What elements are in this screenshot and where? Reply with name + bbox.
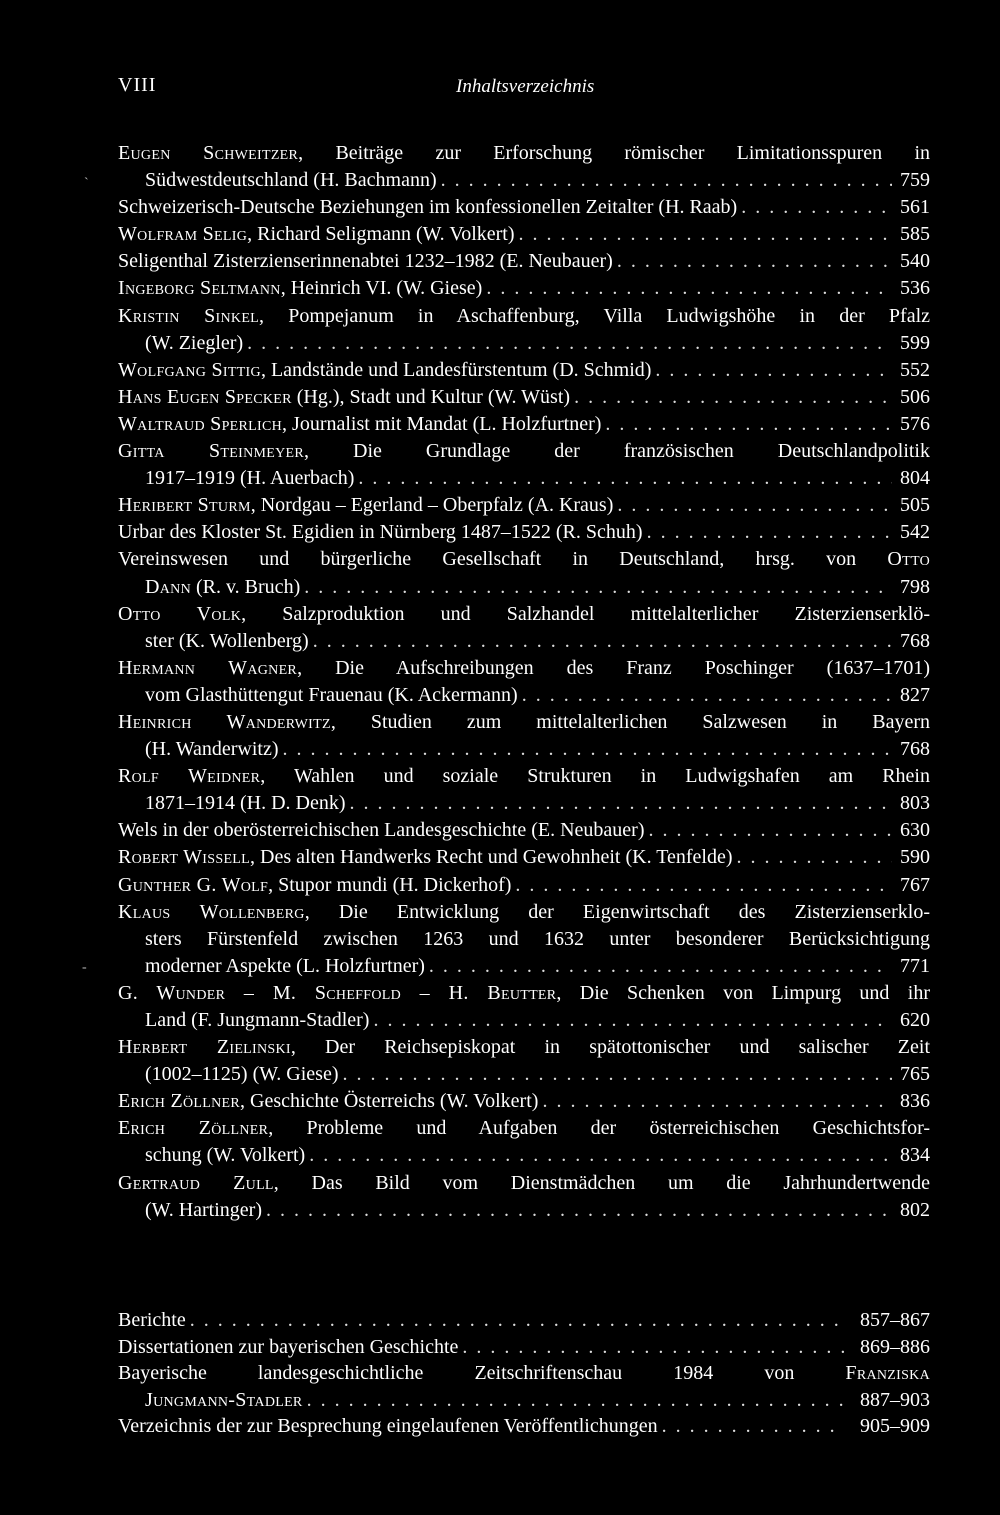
entry-text [118,221,515,248]
dot-leader [482,275,892,302]
title-text: (H. Wanderwitz) [145,738,279,761]
author-name: Rolf Weidner [118,765,261,788]
entry-text [145,790,346,817]
entry-line [118,709,930,736]
dot-leader [279,736,892,763]
dot-leader [538,1088,892,1115]
title-text: (Hg.), Stadt und Kultur (W. Wüst) [291,385,571,408]
entry-text [118,1334,458,1361]
entry-text [145,1387,303,1414]
entry-text [118,817,645,844]
toc-entry [118,763,930,817]
entry-line [118,330,930,357]
toc-entry [118,1360,930,1413]
entry-line [118,628,930,655]
toc-entry [118,709,930,763]
title-text: Seligenthal Zisterzienserinnenabtei 1232–1982 (E. Neubauer) [118,250,613,273]
toc-entry [118,546,930,600]
entry-line [118,980,930,1007]
entry-line [118,1307,930,1334]
entry-line [118,844,930,871]
entry-line [118,1007,930,1034]
author-name: Hans Eugen Specker [118,385,292,408]
entry-line [118,357,930,384]
author-name: Eugen Schweitzer [118,142,299,164]
title-text: moderner Aspekte (L. Holzfurtner) [145,954,425,977]
author-name: Ingeborg Seltmann [118,277,281,300]
author-name: Erich Zöllner [118,1090,240,1113]
running-title: Inhaltsverzeichnis [456,76,595,97]
entry-line [118,574,930,601]
author-name: Otto [887,548,930,571]
title-text: , Studien zum mittelalterlichen Salzwesen in Bayern [330,710,930,733]
dot-leader [658,1413,844,1440]
author-name: Wolfgang Sittig [118,358,261,381]
entry-line [118,1034,930,1061]
dot-leader [518,682,892,709]
author-name: Erich Zöllner [118,1117,269,1140]
dot-leader [346,790,892,817]
dot-leader [570,384,892,411]
toc-entry [118,601,930,655]
page-ref: 834 [900,1144,930,1167]
author-name: Jungmann-Stadler [145,1388,303,1411]
entry-text [145,628,309,655]
entry-text [145,736,279,763]
entry-text [118,384,570,411]
entry-line [118,1170,930,1197]
entry-line [118,303,930,330]
toc-entry [118,899,930,980]
entry-line [118,872,930,899]
entry-line [118,140,930,167]
page-number: VIII [118,74,157,96]
dot-leader [305,1142,892,1169]
table-of-contents [118,140,930,1224]
appendix-contents [118,1307,930,1440]
entry-line [118,1387,930,1414]
author-name: Dann [145,575,191,598]
title-text: ster (K. Wollenberg) [145,629,309,652]
entry-line [118,1197,930,1224]
page-ref: 620 [900,1009,930,1031]
title-text: , Beiträge zur Erforschung römischer Limitationsspuren in [298,142,930,164]
dot-leader [425,953,892,980]
entry-text [145,1007,369,1034]
entry-line [118,601,930,628]
entry-text [145,682,518,709]
dot-leader [643,519,892,546]
toc-entry [118,438,930,492]
dot-leader [458,1334,844,1361]
dot-leader [309,628,892,655]
page-ref: 802 [900,1198,930,1221]
dot-leader [262,1197,892,1224]
title-text: (1002–1125) (W. Giese) [145,1063,339,1086]
entry-text [145,953,425,980]
title-text: Vereinswesen und bürgerliche Gesellschaft in Deutschland, hrsg. von [118,548,888,571]
page-ref: 798 [900,575,930,598]
page-ref: 869–886 [860,1335,930,1358]
author-name: Gitta Steinmeyer [118,440,304,463]
toc-entry [118,384,930,411]
title-text: Verzeichnis der zur Besprechung eingelaufenen Veröffentlichungen [118,1415,658,1438]
scan-speck: ` [84,176,89,191]
author-name: Franziska [845,1362,930,1385]
page-ref: 561 [900,196,930,219]
toc-entry [118,1307,930,1334]
title-text: , Richard Seligmann (W. Volkert) [247,223,515,246]
author-name: Robert Wissell [118,846,250,869]
entry-line [118,194,930,221]
entry-text [118,357,651,384]
title-text: (R. v. Bruch) [190,575,301,598]
title-text: vom Glasthüttengut Frauenau (K. Ackermann) [145,683,518,706]
entry-line [118,790,930,817]
entry-line [118,899,930,926]
page-ref: 585 [900,223,930,246]
entry-line [118,736,930,763]
entry-line [118,1088,930,1115]
page-ref: 827 [900,683,930,706]
toc-entry [118,248,930,275]
scan-speck: - [82,960,87,975]
entry-text [145,1142,305,1169]
title-text: , Geschichte Österreichs (W. Volkert) [240,1090,539,1113]
title-text: , Journalist mit Mandat (L. Holzfurtner) [282,412,602,435]
entry-text [118,1307,186,1334]
page-ref: 590 [900,846,930,869]
title-text: Urbar des Kloster St. Egidien in Nürnberg 1487–1522 (R. Schuh) [118,521,643,544]
dot-leader [186,1307,844,1334]
author-name: G. Wunder – M. Scheffold – H. Beutter [118,981,557,1004]
entry-text [118,844,733,871]
toc-entry [118,1115,930,1169]
title-text: Berichte [118,1309,186,1331]
author-name: Wolfram Selig [118,223,248,246]
page-ref: 768 [900,629,930,652]
entry-text [118,248,613,275]
author-name: Waltraud Sperlich [118,412,283,435]
dot-leader [243,330,892,357]
toc-entry [118,194,930,221]
entry-line [118,817,930,844]
page-ref: 857–867 [860,1309,930,1331]
page-ref: 765 [900,1063,930,1086]
title-text: Südwestdeutschland (H. Bachmann) [145,169,437,192]
entry-line [118,411,930,438]
title-text: Schweizerisch-Deutsche Beziehungen im konfessionellen Zeitalter (H. Raab) [118,196,738,219]
page-ref: 804 [900,467,930,490]
page-ref: 599 [900,331,930,354]
toc-entry [118,357,930,384]
entry-line [118,248,930,275]
entry-line [118,546,930,573]
dot-leader [354,465,892,492]
entry-text [145,574,300,601]
title-text: 1871–1914 (H. D. Denk) [145,792,346,815]
dot-leader [369,1007,892,1034]
toc-entry [118,221,930,248]
toc-entry [118,275,930,302]
entry-text [118,275,482,302]
toc-entry [118,140,930,194]
entry-line [118,953,930,980]
dot-leader [338,1061,892,1088]
title-text: , Der Reichsepiskopat in spätottonischer und salischer Zeit [290,1036,930,1059]
page-ref: 836 [900,1090,930,1113]
author-name: Gunther G. Wolf [118,873,269,896]
title-text: (W. Hartinger) [145,1198,262,1221]
title-text: schung (W. Volkert) [145,1144,306,1167]
entry-line [118,438,930,465]
title-text: , Wahlen und soziale Strukturen in Ludwigshafen am Rhein [260,765,930,788]
page-ref: 536 [900,277,930,300]
title-text: , Stupor mundi (H. Dickerhof) [268,873,512,896]
toc-entry [118,303,930,357]
page-ref: 576 [900,412,930,435]
toc-entry [118,411,930,438]
title-text: , Pompejanum in Aschaffenburg, Villa Ludwigshöhe in der Pfalz [259,304,930,327]
dot-leader [737,194,892,221]
title-text: , Des alten Handwerks Recht und Gewohnheit (K. Tenfelde) [250,846,733,869]
entry-line [118,275,930,302]
entry-text [118,1413,658,1440]
toc-entry [118,492,930,519]
page-ref: 540 [900,250,930,273]
author-name: Otto Volk [118,602,242,625]
toc-entry [118,980,930,1034]
entry-line [118,1360,930,1387]
page-ref: 505 [900,494,930,517]
author-name: Kristin Sinkel [118,304,260,327]
title-text: Dissertationen zur bayerischen Geschichte [118,1335,459,1358]
entry-text [118,872,511,899]
author-name: Heribert Sturm [118,494,251,517]
entry-line [118,167,930,194]
title-text: Bayerische landesgeschichtliche Zeitschriftenschau 1984 von [118,1362,846,1385]
entry-text [118,519,643,546]
title-text: , Heinrich VI. (W. Giese) [280,277,483,300]
author-name: Gertraud Zull [118,1171,274,1194]
dot-leader [613,492,892,519]
dot-leader [613,248,892,275]
entry-line [118,655,930,682]
page-ref: 759 [900,169,930,192]
entry-text [118,194,737,221]
entry-line [118,384,930,411]
title-text: , Die Aufschreibungen des Franz Poschinger (1637–1701) [297,656,930,679]
entry-line [118,221,930,248]
author-name: Hermann Wagner [118,656,298,679]
title-text: Wels in der oberösterreichischen Landesgeschichte (E. Neubauer) [118,819,645,842]
toc-entry [118,872,930,899]
entry-line [118,1334,930,1361]
entry-text [145,167,437,194]
entry-text [145,330,243,357]
dot-leader [651,357,892,384]
author-name: Klaus Wollenberg [118,900,305,923]
dot-leader [437,167,892,194]
title-text: Land (F. Jungmann-Stadler) [145,1009,370,1031]
entry-text [145,465,354,492]
author-name: Herbert Zielinski [118,1036,291,1059]
title-text: 1917–1919 (H. Auerbach) [145,467,355,490]
entry-text [118,492,613,519]
entry-line [118,682,930,709]
entry-line [118,465,930,492]
entry-text [118,411,601,438]
entry-line [118,763,930,790]
title-text: sters Fürstenfeld zwischen 1263 und 1632 unter besonderer Berücksichtigung [145,927,930,950]
entry-line [118,1413,930,1440]
page-ref: 803 [900,792,930,815]
entry-line [118,1142,930,1169]
page-ref: 768 [900,738,930,761]
title-text: , Landstände und Landesfürstentum (D. Schmid) [260,358,652,381]
page-ref: 771 [900,954,930,977]
page-header [118,74,928,104]
author-name: Heinrich Wanderwitz [118,710,331,733]
toc-entry [118,844,930,871]
page-ref: 887–903 [860,1388,930,1411]
page-ref: 630 [900,819,930,842]
entry-line [118,1061,930,1088]
title-text: , Die Schenken von Limpurg und ihr [556,981,930,1004]
title-text: , Probleme und Aufgaben der österreichischen Geschichtsfor- [268,1117,930,1140]
dot-leader [515,221,893,248]
title-text: , Salzproduktion und Salzhandel mittelalterlicher Zisterzienserklö- [241,602,930,625]
toc-entry [118,817,930,844]
title-text: , Nordgau – Egerland – Oberpfalz (A. Kraus) [250,494,614,517]
entry-line [118,1115,930,1142]
toc-entry [118,519,930,546]
dot-leader [303,1387,844,1414]
toc-entry [118,1413,930,1440]
title-text: , Die Grundlage der französischen Deutschlandpolitik [304,440,930,463]
page-ref: 767 [900,873,930,896]
toc-entry [118,1170,930,1224]
page-ref: 506 [900,385,930,408]
dot-leader [733,844,892,871]
title-text: (W. Ziegler) [145,331,244,354]
toc-entry [118,1088,930,1115]
toc-entry [118,1334,930,1361]
dot-leader [300,574,892,601]
title-text: , Die Entwicklung der Eigenwirtschaft des Zisterzienserklo- [304,900,930,923]
page-ref: 552 [900,358,930,381]
dot-leader [601,411,892,438]
entry-text [145,1197,262,1224]
entry-line [118,519,930,546]
entry-line [118,926,930,953]
title-text: , Das Bild vom Dienstmädchen um die Jahrhundertwende [273,1171,930,1194]
dot-leader [511,872,892,899]
toc-entry [118,655,930,709]
page-ref: 905–909 [860,1415,930,1438]
entry-line [118,492,930,519]
dot-leader [645,817,893,844]
page-ref: 542 [900,521,930,544]
entry-text [118,1088,538,1115]
entry-text [145,1061,338,1088]
toc-entry [118,1034,930,1088]
